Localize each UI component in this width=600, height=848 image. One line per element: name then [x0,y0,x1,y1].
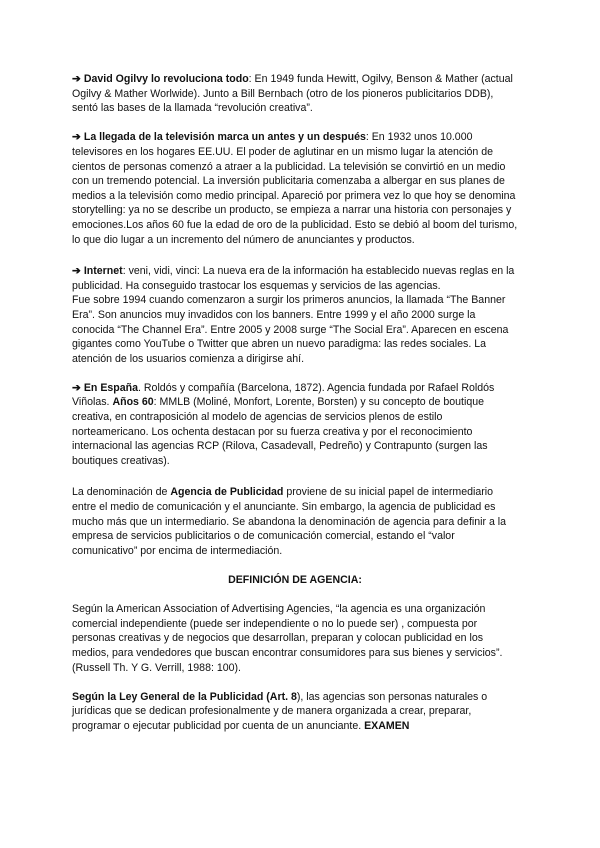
paragraph-ogilvy [72,72,518,116]
paragraph-text: . Roldós y compañía (Barcelona, 1872). Agencia fundada por Rafael Roldós Viñolas. [72,381,495,409]
paragraph-internet [72,264,518,366]
exam-tag: EXAMEN [364,719,410,732]
paragraph-ley-general [72,690,518,734]
paragraph-text: : veni, vidi, vinci: La nueva era de la información ha establecido nuevas reglas en la publicidad. Ha conseguido trastocar los esquemas y servicios de las agencias. [72,265,515,292]
paragraph-lead: En España [83,381,139,394]
paragraph-text: Según la American Association of Advertising Agencies, “la agencia es una organización comercial independiente (puede ser independiente o no lo puede ser) , compuesta por personas creativas y de negocios que desarrollan, preparan y colocan publicidad en los medios, para vendedores que buscan encontrar consumidores para sus bienes y servicios”. (Russell Th. Y G. Verrill, 1988: 100). [72,603,503,674]
paragraph-definicion-aaaa [72,602,518,675]
paragraph-text: : En 1949 funda Hewitt, Ogilvy, Benson & Mather (actual Ogilvy & Mather Worlwide). Junto a Bill Bernbach (otro de los pioneros publicitarios DDB), sentó las bases de la llamada “revolución creativa”. [72,73,513,115]
paragraph-lead: Internet [83,265,123,278]
arrow-icon: ➔ [72,131,81,144]
paragraph-text: : En 1932 unos 10.000 televisores en los hogares EE.UU. El poder de aglutinar en un mismo lugar la atención de cientos de personas comenzó a atraer a la publicidad. La televisión se convirtió en un medio con un tremendo potencial. La inversión publicitaria comenzaba a albergar en sus planes de medios a la televisión como medio principal. Apareció por primera vez lo que hoy se denomina storytelling: ya no se describe un producto, se empieza a narrar una historia con personajes y emociones.Los años 60 fue la edad de oro de la publicidad. Esto se debió al boom del turismo, lo que dio lugar a un incremento del número de anunciantes y productos. [72,131,518,246]
paragraph-text-continued: : MMLB (Moliné, Monfort, Lorente, Borsten) y su concepto de boutique creativa, en contraposición al modelo de agencias de servicios plenos de estilo norteamericano. Los ochenta destacan por su fuerza creativa y por el reconocimiento internacional las agencias RCP (Rilova, Casadevall, Pedreño) y Contrapunto (surgen las boutiques creativas). [72,396,488,467]
paragraph-text-continued: proviene de su inicial papel de intermediario entre el medio de comunicación y el anunciante. Sin embargo, la agencia de publicidad es mucho más que un intermediario. Se abandona la denominación de agencia para definir a la empresa de servicios publicitarios o de comunicación comercial, estando el “valor comunicativo” por encima de intermediación. [72,486,507,557]
paragraph-bold-term: Según la Ley General de la Publicidad (Art. 8 [72,690,297,703]
paragraph-lead: La llegada de la televisión marca un antes y un después [83,131,366,144]
arrow-icon: ➔ [72,381,81,394]
paragraph-lead: David Ogilvy lo revoluciona todo [83,73,249,85]
paragraph-lead-secondary: Años 60 [112,396,154,409]
section-heading: DEFINICIÓN DE AGENCIA: [228,574,362,586]
arrow-icon: ➔ [72,265,81,278]
paragraph-text-continued: Fue sobre 1994 cuando comenzaron a surgir los primeros anuncios, la llamada “The Banner Era”. Son anuncios muy invadidos con los banners. Entre 1999 y el año 2000 surge la conocida “The Channel Era”. Entre 2005 y 2008 surge “The Social Era”. Aparecen en escena gigantes como YouTube o Twitter que abren un nuevo paradigma: las redes sociales. La atención de los usuarios comienza a dirigirse ahí. [72,294,509,365]
paragraph-text: ), las agencias son personas naturales o jurídicas que se dedican profesionalmente y de manera organizada a crear, preparar, programar o ejecutar publicidad por cuenta de un anunciante. [72,690,488,732]
paragraph-denominacion [72,485,518,558]
paragraph-text: La denominación de [72,486,171,499]
paragraph-espana [72,381,518,469]
paragraph-bold-term: Agencia de Publicidad [170,486,284,499]
arrow-icon: ➔ [72,73,81,85]
paragraph-television [72,130,518,247]
